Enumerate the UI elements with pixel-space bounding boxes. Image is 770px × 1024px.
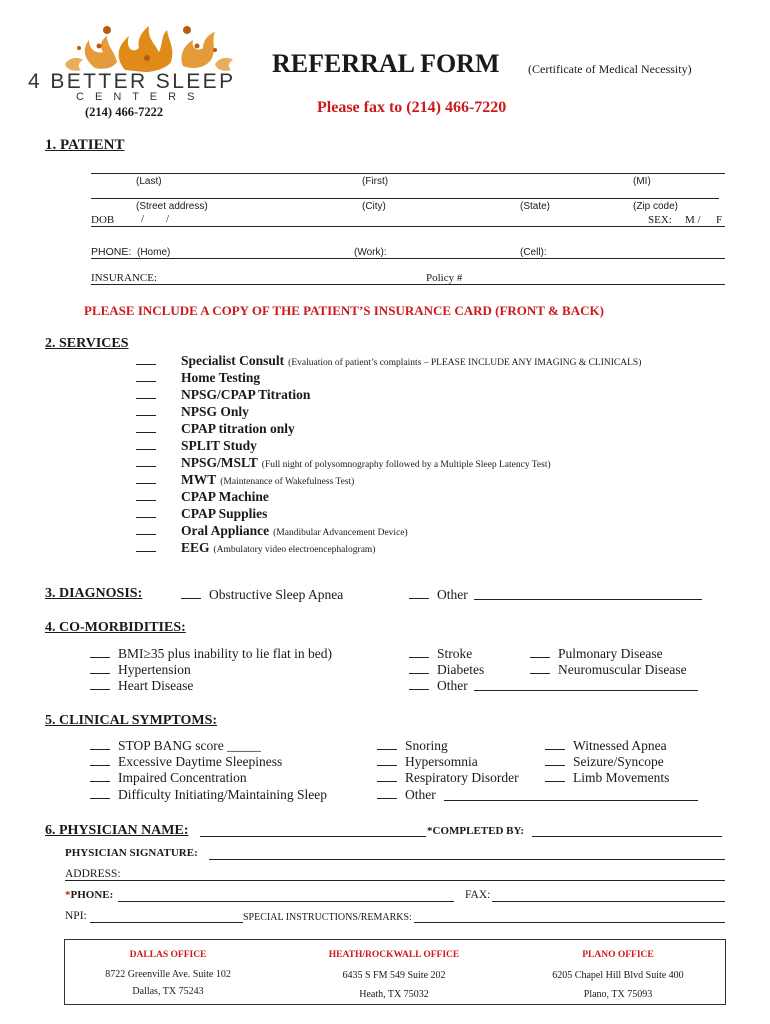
logo-subname: C E N T E R S [76,91,199,103]
mi-label: (MI) [633,176,651,187]
fax-label: FAX: [465,889,491,901]
work-phone-label: (Work): [354,247,387,258]
office-address-line1: 8722 Greenville Ave. Suite 102 [105,969,231,980]
symptom-checkbox[interactable] [90,755,110,766]
comorbidity-label: Hypertension [118,662,191,677]
symptom-label: Limb Movements [573,770,670,785]
sex-label: SEX: [648,214,672,226]
form-title: REFERRAL FORM [272,49,500,78]
service-label: NPSG/CPAP Titration [181,387,311,402]
comorbidity-label: Other [437,678,468,693]
symptom-item[interactable] [90,737,261,754]
symptom-label: Excessive Daytime Sleepiness [118,754,283,769]
service-checkbox[interactable] [136,405,156,416]
comorbidity-other-line[interactable] [474,690,698,691]
office-address-line1: 6205 Chapel Hill Blvd Suite 400 [552,970,684,981]
phone-field-line[interactable] [91,258,725,259]
service-desc: (Mandibular Advancement Device) [273,528,408,538]
form-subtitle: (Certificate of Medical Necessity) [528,62,692,76]
comorbidity-item[interactable] [409,645,472,662]
symptom-item[interactable] [377,769,519,786]
dob-slashes: / / [141,213,170,225]
symptom-checkbox[interactable] [377,755,397,766]
insurance-field-line[interactable] [91,284,725,285]
required-asterisk: * [65,889,71,901]
service-label: MWT [181,472,217,487]
state-label: (State) [520,201,551,212]
zip-label: (Zip code) [633,201,679,212]
service-checkbox[interactable] [136,473,156,484]
symptom-label: Difficulty Initiating/Maintaining Sleep [118,787,327,802]
sex-m-option[interactable]: M / [685,214,701,226]
comorbidity-checkbox[interactable] [530,663,550,674]
physician-heading-text: 6. PHYSICIAN NAME: [45,823,189,838]
physician-heading [45,823,189,839]
address-label: ADDRESS: [65,868,121,880]
service-checkbox[interactable] [136,354,156,365]
service-label: SPLIT Study [181,438,257,453]
phone-label: PHONE: [91,246,132,258]
logo-phone: (214) 466-7222 [85,105,164,119]
npi-label: NPI: [65,910,87,922]
signature-label: PHYSICIAN SIGNATURE: [65,847,198,859]
service-checkbox[interactable] [136,456,156,467]
symptom-item[interactable] [545,753,664,770]
comorbidity-checkbox[interactable] [530,647,550,658]
completed-by-label [427,825,524,837]
symptom-item[interactable] [377,753,478,770]
comorbidity-item[interactable] [90,677,193,694]
symptom-item[interactable] [90,769,247,786]
service-checkbox[interactable] [136,541,156,552]
service-checkbox[interactable] [136,490,156,501]
comorbidity-item[interactable] [90,661,191,678]
symptom-checkbox[interactable] [377,771,397,782]
city-label: (City) [362,201,386,212]
dob-label: DOB [91,214,115,226]
flame-logo-icon [55,18,235,74]
office-address-line2: Plano, TX 75093 [583,989,653,1000]
service-desc: (Full night of polysomnography followed by a Multiple Sleep Latency Test) [261,460,551,470]
diagnosis-heading: 3. DIAGNOSIS: [45,586,143,601]
completed-by-line[interactable] [532,836,722,837]
first-name-label: (First) [362,176,389,187]
comorbidity-label: Heart Disease [118,678,194,693]
symptom-label: Hypersomnia [405,754,478,769]
special-instructions-label: SPECIAL INSTRUCTIONS/REMARKS: [243,912,412,923]
fax-line[interactable] [492,901,725,902]
office-name: PLANO OFFICE [582,950,654,960]
logo-name: 4 BETTER SLEEP [28,70,236,93]
cell-phone-label: (Cell): [520,247,547,258]
symptom-label: Other [405,787,436,802]
service-checkbox[interactable] [136,507,156,518]
comorbidity-label: Pulmonary Disease [558,646,663,661]
services-heading: 2. SERVICES [45,336,129,351]
service-checkbox[interactable] [136,439,156,450]
office-address-line2: Dallas, TX 75243 [132,986,204,997]
service-checkbox[interactable] [136,422,156,433]
service-label: CPAP titration only [181,421,295,436]
service-desc: (Maintenance of Wakefulness Test) [220,477,355,487]
service-checkbox[interactable] [136,388,156,399]
symptom-label: Seizure/Syncope [573,754,664,769]
address-line[interactable] [65,880,725,881]
office-address-line2: Heath, TX 75032 [359,989,429,1000]
physician-phone-text: PHONE: [70,889,114,901]
symptom-checkbox[interactable] [90,788,110,799]
diagnosis-other-label: Other [437,587,468,602]
diagnosis-checkbox[interactable] [181,588,201,599]
symptom-checkbox[interactable] [90,739,110,750]
service-label: Oral Appliance [181,523,270,538]
comorbidity-checkbox[interactable] [409,647,429,658]
comorbidity-item[interactable] [530,645,663,662]
office-address-line1: 6435 S FM 549 Suite 202 [342,970,446,981]
physician-name-line[interactable] [200,836,426,837]
symptom-item[interactable] [545,769,669,786]
signature-line[interactable] [209,859,725,860]
comorbidities-heading: 4. CO-MORBIDITIES: [45,620,186,635]
service-label: Specialist Consult [181,353,285,368]
service-label: CPAP Supplies [181,506,268,521]
diagnosis-osa-label: Obstructive Sleep Apnea [209,587,344,602]
comorbidity-item[interactable] [90,645,332,662]
service-checkbox[interactable] [136,371,156,382]
service-checkbox[interactable] [136,524,156,535]
diagnosis-osa-option[interactable] [181,586,343,603]
symptom-item[interactable] [545,737,667,754]
comorbidity-checkbox[interactable] [90,679,110,690]
symptom-checkbox[interactable] [545,739,565,750]
policy-label: Policy # [426,272,463,284]
insurance-label: INSURANCE: [91,272,158,284]
sex-f-option[interactable]: F [716,214,723,226]
office-plano [498,950,738,1000]
comorbidity-label: Diabetes [437,662,485,677]
symptom-item[interactable] [377,786,436,803]
diagnosis-other-option[interactable] [409,586,468,603]
name-field-line[interactable] [91,173,725,174]
diagnosis-other-line[interactable] [474,599,702,600]
symptom-checkbox[interactable] [90,771,110,782]
symptom-checkbox[interactable] [545,771,565,782]
completed-by-text: *COMPLETED BY: [427,825,525,837]
service-label: EEG [181,540,210,555]
symptom-checkbox[interactable] [377,788,397,799]
physician-phone-label [65,889,113,901]
insurance-card-notice: PLEASE INCLUDE A COPY OF THE PATIENT’S INSURANCE CARD (FRONT & BACK) [84,303,604,318]
symptom-label: Snoring [405,738,448,753]
comorbidity-checkbox[interactable] [90,663,110,674]
fax-instruction: Please fax to (214) 466-7220 [317,99,507,116]
comorbidity-item[interactable] [409,677,468,694]
patient-heading: 1. PATIENT [45,137,125,153]
service-desc: (Evaluation of patient’s complaints – PLEASE INCLUDE ANY IMAGING & CLINICALS) [288,358,642,368]
comorbidity-checkbox[interactable] [409,663,429,674]
symptom-label: STOP BANG score _____ [118,738,261,753]
symptom-label: Respiratory Disorder [405,770,519,785]
comorbidity-label: BMI≥35 plus inability to lie flat in bed) [118,646,333,661]
office-heath [274,950,514,1000]
service-label: Home Testing [181,370,261,385]
symptom-item[interactable] [90,753,282,770]
symptom-label: Impaired Concentration [118,770,247,785]
home-phone-label: (Home) [137,247,171,258]
comorbidity-checkbox[interactable] [90,647,110,658]
office-name: HEATH/ROCKWALL OFFICE [328,950,460,960]
symptom-other-line[interactable] [444,800,698,801]
service-label: NPSG Only [181,404,249,419]
symptoms-heading: 5. CLINICAL SYMPTOMS: [45,713,218,728]
dob-field-line[interactable] [91,226,725,227]
comorbidity-item[interactable] [409,661,484,678]
symptom-checkbox[interactable] [377,739,397,750]
last-name-label: (Last) [136,176,162,187]
symptom-item[interactable] [90,786,327,803]
street-label: (Street address) [136,201,208,212]
physician-phone-line[interactable] [118,901,454,902]
office-name: DALLAS OFFICE [129,950,207,960]
office-dallas [48,950,288,997]
comorbidity-label: Stroke [437,646,473,661]
comorbidity-checkbox[interactable] [409,679,429,690]
service-desc: (Ambulatory video electroencephalogram) [213,545,376,555]
symptom-item[interactable] [377,737,448,754]
address-field-line[interactable] [91,198,719,199]
service-label: CPAP Machine [181,489,269,504]
symptom-checkbox[interactable] [545,755,565,766]
diagnosis-checkbox[interactable] [409,588,429,599]
symptom-label: Witnessed Apnea [573,738,667,753]
comorbidity-label: Neuromuscular Disease [558,662,687,677]
comorbidity-item[interactable] [530,661,687,678]
service-label: NPSG/MSLT [181,455,258,470]
